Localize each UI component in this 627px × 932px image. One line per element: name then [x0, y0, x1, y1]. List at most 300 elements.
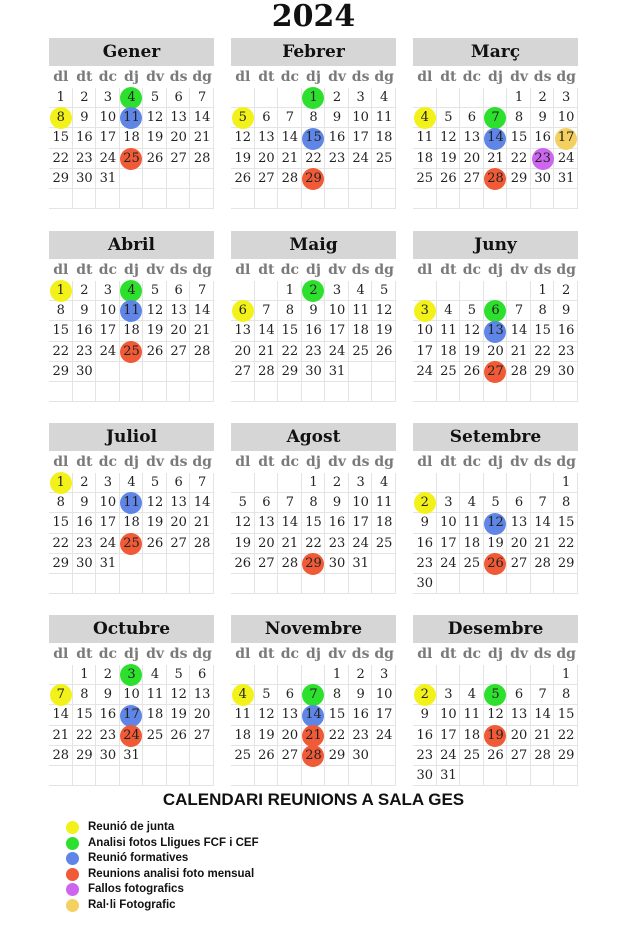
- grid-cell: [507, 766, 531, 786]
- grid-cell: [255, 88, 279, 108]
- grid-cell: [531, 473, 555, 493]
- day-number: 14: [305, 707, 322, 723]
- grid-cell: [507, 574, 531, 594]
- day-number: 8: [514, 110, 524, 126]
- day-number: 6: [238, 303, 247, 319]
- day-number: 4: [444, 303, 453, 319]
- day-number: 8: [56, 495, 65, 511]
- grid-cell: [190, 554, 214, 574]
- grid-cell: [554, 382, 578, 402]
- day-number: 28: [305, 747, 322, 763]
- grid-cell: [49, 189, 73, 209]
- weekday-label: dc: [280, 646, 300, 662]
- day-number: 9: [80, 303, 89, 319]
- month-days-grid: [413, 259, 578, 402]
- day-number: 8: [80, 687, 89, 703]
- weekday-label: dl: [417, 69, 433, 85]
- day-number: 19: [463, 343, 481, 359]
- day-number: 7: [262, 303, 271, 319]
- day-number: 27: [463, 170, 481, 186]
- grid-cell: [372, 746, 396, 766]
- grid-cell: [231, 88, 255, 108]
- grid-cell: [167, 766, 191, 786]
- legend-item: [66, 898, 259, 914]
- grid-cell: [96, 766, 120, 786]
- day-number: 17: [328, 323, 346, 339]
- month-abril: [49, 231, 214, 402]
- grid-cell: [413, 665, 437, 685]
- day-number: 29: [76, 747, 93, 763]
- day-number: 21: [510, 343, 528, 359]
- day-number: 27: [170, 150, 187, 166]
- grid-cell: [167, 362, 191, 382]
- day-number: 17: [440, 727, 457, 743]
- grid-cell: [437, 473, 461, 493]
- day-number: 22: [557, 535, 575, 551]
- day-number: 22: [52, 535, 70, 551]
- day-number: 15: [52, 323, 70, 339]
- weekday-label: dg: [556, 646, 576, 662]
- day-number: 6: [262, 495, 271, 511]
- day-number: 1: [538, 283, 547, 298]
- day-number: 9: [420, 515, 429, 531]
- day-number: 16: [416, 535, 434, 551]
- day-number: 21: [305, 727, 322, 743]
- weekday-label: ds: [351, 69, 370, 85]
- weekday-label: dl: [53, 454, 69, 470]
- day-number: 7: [198, 283, 207, 298]
- day-number: 12: [463, 323, 481, 339]
- day-number: 8: [56, 110, 65, 126]
- grid-cell: [190, 574, 214, 594]
- day-number: 24: [352, 535, 369, 551]
- day-number: 24: [99, 150, 117, 166]
- day-number: 20: [258, 150, 275, 166]
- grid-cell: [120, 382, 144, 402]
- grid-cell: [349, 382, 373, 402]
- day-number: 13: [170, 303, 187, 319]
- grid-cell: [143, 574, 167, 594]
- day-number: 26: [440, 170, 457, 186]
- day-number: 18: [375, 515, 393, 531]
- day-number: 7: [514, 303, 524, 319]
- month-name: Desembre: [413, 615, 578, 643]
- day-number: 29: [281, 363, 299, 379]
- grid-cell: [278, 88, 302, 108]
- day-number: 21: [281, 150, 299, 166]
- grid-cell: [413, 473, 437, 493]
- weekday-label: dg: [192, 69, 212, 85]
- day-number: 26: [487, 555, 504, 571]
- day-number: 3: [103, 90, 113, 105]
- day-number: 6: [514, 495, 524, 511]
- day-number: 11: [123, 303, 140, 319]
- day-number: 26: [234, 555, 252, 571]
- grid-cell: [531, 766, 555, 786]
- day-number: 24: [440, 555, 457, 571]
- weekday-label: dv: [328, 454, 347, 470]
- weekday-label: ds: [533, 646, 552, 662]
- weekday-label: dv: [510, 454, 529, 470]
- day-number: 21: [193, 130, 211, 146]
- day-number: 19: [487, 727, 504, 743]
- weekday-label: dc: [98, 646, 118, 662]
- day-number: 27: [510, 555, 528, 571]
- grid-cell: [255, 665, 279, 685]
- grid-cell: [507, 665, 531, 685]
- day-number: 28: [52, 747, 70, 763]
- weekday-label: dt: [258, 69, 275, 85]
- day-number: 27: [258, 170, 275, 186]
- day-number: 2: [332, 475, 342, 490]
- day-number: 7: [309, 687, 318, 703]
- day-number: 29: [305, 555, 322, 571]
- grid-cell: [484, 665, 508, 685]
- day-number: 9: [332, 110, 342, 126]
- weekday-label: dl: [417, 646, 433, 662]
- weekday-label: dl: [417, 454, 433, 470]
- day-number: 27: [258, 555, 275, 571]
- day-number: 5: [238, 495, 247, 511]
- day-number: 2: [80, 475, 89, 490]
- month-name: Abril: [49, 231, 214, 259]
- month-name: Juny: [413, 231, 578, 259]
- grid-cell: [49, 574, 73, 594]
- month-agost: [231, 423, 396, 594]
- day-number: 16: [557, 323, 575, 339]
- grid-cell: [372, 169, 396, 189]
- legend-dot-icon: [66, 852, 79, 865]
- day-number: 30: [76, 170, 93, 186]
- weekday-label: dg: [374, 69, 394, 85]
- grid-cell: [460, 88, 484, 108]
- day-number: 13: [258, 515, 275, 531]
- weekday-label: dg: [374, 262, 394, 278]
- grid-cell: [73, 766, 97, 786]
- grid-cell: [413, 281, 437, 301]
- grid-cell: [255, 766, 279, 786]
- day-number: 19: [487, 535, 504, 551]
- day-number: 11: [123, 495, 140, 511]
- day-number: 4: [127, 90, 136, 105]
- legend-dot-icon: [66, 883, 79, 896]
- day-number: 24: [557, 150, 575, 166]
- grid-cell: [302, 382, 326, 402]
- weekday-label: dj: [488, 646, 503, 662]
- day-number: 20: [170, 515, 187, 531]
- day-number: 2: [420, 687, 429, 703]
- weekday-label: ds: [351, 454, 370, 470]
- grid-cell: [460, 665, 484, 685]
- weekday-label: dv: [328, 262, 347, 278]
- weekday-label: dj: [306, 454, 321, 470]
- legend-item: [66, 851, 259, 867]
- grid-cell: [231, 574, 255, 594]
- day-number: 16: [76, 323, 93, 339]
- day-number: 26: [234, 170, 252, 186]
- grid-cell: [120, 574, 144, 594]
- weekday-label: dc: [462, 69, 482, 85]
- day-number: 14: [487, 130, 504, 146]
- weekday-label: dv: [328, 646, 347, 662]
- legend-dot-icon: [66, 899, 79, 912]
- day-number: 21: [534, 535, 551, 551]
- weekday-label: dv: [146, 69, 165, 85]
- day-number: 10: [416, 323, 434, 339]
- day-number: 30: [328, 555, 346, 571]
- day-number: 22: [557, 727, 575, 743]
- grid-cell: [143, 189, 167, 209]
- day-number: 19: [234, 535, 252, 551]
- day-number: 25: [375, 150, 393, 166]
- grid-cell: [325, 189, 349, 209]
- weekday-label: dc: [280, 69, 300, 85]
- weekday-label: dg: [192, 262, 212, 278]
- grid-cell: [484, 88, 508, 108]
- day-number: 31: [99, 555, 117, 571]
- day-number: 14: [52, 707, 70, 723]
- day-number: 25: [123, 150, 140, 166]
- day-number: 10: [352, 495, 369, 511]
- day-number: 30: [557, 363, 575, 379]
- weekday-label: dl: [53, 646, 69, 662]
- month-days-grid: [413, 643, 578, 786]
- day-number: 23: [416, 747, 434, 763]
- legend-dot-icon: [66, 821, 79, 834]
- day-number: 1: [80, 667, 89, 682]
- day-number: 16: [328, 130, 346, 146]
- day-number: 6: [285, 687, 295, 703]
- day-number: 3: [420, 303, 429, 319]
- day-number: 27: [170, 343, 187, 359]
- grid-cell: [437, 382, 461, 402]
- day-number: 14: [281, 515, 299, 531]
- day-number: 23: [416, 555, 434, 571]
- day-number: 28: [510, 363, 528, 379]
- weekday-label: dg: [556, 69, 576, 85]
- legend-item: [66, 820, 259, 836]
- day-number: 21: [193, 515, 211, 531]
- day-number: 21: [258, 343, 275, 359]
- weekday-label: dt: [76, 262, 93, 278]
- day-number: 11: [123, 110, 140, 126]
- day-number: 30: [416, 576, 434, 591]
- day-number: 18: [416, 150, 434, 166]
- weekday-label: dg: [192, 646, 212, 662]
- day-number: 24: [440, 747, 457, 763]
- day-number: 10: [99, 110, 117, 126]
- grid-cell: [231, 766, 255, 786]
- grid-cell: [372, 382, 396, 402]
- day-number: 29: [305, 170, 322, 186]
- grid-cell: [531, 665, 555, 685]
- day-number: 14: [510, 323, 528, 339]
- grid-cell: [484, 766, 508, 786]
- day-number: 1: [332, 667, 342, 682]
- day-number: 7: [285, 110, 295, 126]
- day-number: 30: [76, 363, 93, 379]
- grid-cell: [372, 574, 396, 594]
- day-number: 20: [281, 727, 299, 743]
- day-number: 25: [123, 535, 140, 551]
- weekday-label: dc: [98, 262, 118, 278]
- day-number: 5: [150, 283, 160, 298]
- legend-item: [66, 836, 259, 852]
- day-number: 12: [146, 303, 164, 319]
- weekday-label: dg: [556, 454, 576, 470]
- weekday-label: dj: [306, 69, 321, 85]
- day-number: 25: [375, 535, 393, 551]
- day-number: 2: [309, 283, 318, 298]
- day-number: 4: [467, 495, 477, 511]
- weekday-label: dj: [124, 69, 139, 85]
- day-number: 14: [193, 110, 211, 126]
- grid-cell: [143, 746, 167, 766]
- day-number: 3: [356, 90, 365, 105]
- day-number: 17: [352, 515, 369, 531]
- grid-cell: [120, 362, 144, 382]
- day-number: 3: [127, 667, 136, 682]
- day-number: 22: [328, 727, 346, 743]
- grid-cell: [190, 746, 214, 766]
- day-number: 6: [262, 110, 271, 126]
- grid-cell: [278, 574, 302, 594]
- month-name: Març: [413, 38, 578, 66]
- day-number: 12: [146, 495, 164, 511]
- day-number: 18: [352, 323, 369, 339]
- day-number: 23: [76, 343, 93, 359]
- day-number: 25: [123, 343, 140, 359]
- grid-cell: [460, 382, 484, 402]
- month-days-grid: [231, 451, 396, 594]
- day-number: 23: [76, 150, 93, 166]
- day-number: 9: [309, 303, 318, 319]
- day-number: 18: [123, 130, 140, 146]
- day-number: 29: [52, 363, 70, 379]
- day-number: 7: [198, 90, 207, 105]
- day-number: 26: [170, 727, 187, 743]
- day-number: 3: [356, 475, 365, 490]
- legend-dot-icon: [66, 837, 79, 850]
- weekday-label: dl: [53, 69, 69, 85]
- day-number: 5: [174, 667, 183, 682]
- weekday-label: dt: [76, 69, 93, 85]
- legend-item: [66, 882, 259, 898]
- day-number: 20: [487, 343, 504, 359]
- grid-cell: [120, 766, 144, 786]
- day-number: 23: [328, 150, 346, 166]
- weekday-label: dj: [306, 646, 321, 662]
- grid-cell: [302, 766, 326, 786]
- legend: [66, 820, 259, 913]
- weekday-label: ds: [169, 262, 188, 278]
- weekday-label: dl: [235, 262, 251, 278]
- day-number: 13: [510, 515, 528, 531]
- grid-cell: [190, 382, 214, 402]
- day-number: 25: [463, 747, 481, 763]
- day-number: 11: [234, 707, 252, 723]
- grid-cell: [460, 473, 484, 493]
- day-number: 2: [103, 667, 113, 682]
- day-number: 22: [76, 727, 93, 743]
- weekday-label: ds: [533, 454, 552, 470]
- day-number: 26: [146, 343, 164, 359]
- weekday-label: dj: [124, 454, 139, 470]
- grid-cell: [460, 766, 484, 786]
- day-number: 17: [416, 343, 434, 359]
- day-number: 12: [146, 110, 164, 126]
- day-number: 12: [170, 687, 187, 703]
- day-number: 12: [234, 515, 252, 531]
- grid-cell: [167, 169, 191, 189]
- month-name: Octubre: [49, 615, 214, 643]
- day-number: 1: [56, 90, 65, 105]
- day-number: 26: [146, 150, 164, 166]
- grid-cell: [143, 362, 167, 382]
- day-number: 18: [463, 535, 481, 551]
- day-number: 10: [352, 110, 369, 126]
- day-number: 11: [146, 687, 164, 703]
- day-number: 3: [444, 687, 453, 703]
- day-number: 26: [375, 343, 393, 359]
- weekday-label: dj: [124, 262, 139, 278]
- day-number: 22: [305, 150, 322, 166]
- weekday-label: dv: [328, 69, 347, 85]
- day-number: 9: [420, 707, 429, 723]
- day-number: 24: [328, 343, 346, 359]
- weekday-label: dv: [510, 69, 529, 85]
- day-number: 21: [534, 727, 551, 743]
- grid-cell: [437, 88, 461, 108]
- grid-cell: [437, 281, 461, 301]
- day-number: 25: [146, 727, 164, 743]
- day-number: 5: [380, 283, 389, 298]
- day-number: 22: [510, 150, 528, 166]
- day-number: 28: [281, 555, 299, 571]
- grid-cell: [372, 766, 396, 786]
- grid-cell: [255, 473, 279, 493]
- legend-label: Reunió formatives: [88, 852, 189, 864]
- day-number: 1: [285, 283, 295, 298]
- day-number: 17: [99, 515, 117, 531]
- day-number: 10: [557, 110, 575, 126]
- day-number: 19: [234, 150, 252, 166]
- day-number: 31: [123, 747, 140, 763]
- day-number: 24: [352, 150, 369, 166]
- day-number: 31: [557, 170, 575, 186]
- month-name: Novembre: [231, 615, 396, 643]
- day-number: 10: [123, 687, 140, 703]
- day-number: 26: [487, 747, 504, 763]
- day-number: 28: [281, 170, 299, 186]
- day-number: 16: [305, 323, 322, 339]
- day-number: 30: [352, 747, 369, 763]
- grid-cell: [255, 281, 279, 301]
- day-number: 6: [514, 687, 524, 703]
- weekday-label: dt: [258, 646, 275, 662]
- day-number: 10: [375, 687, 393, 703]
- day-number: 8: [332, 687, 342, 703]
- grid-cell: [484, 574, 508, 594]
- day-number: 1: [56, 283, 65, 298]
- day-number: 4: [420, 110, 429, 126]
- day-number: 9: [80, 495, 89, 511]
- day-number: 6: [174, 283, 183, 298]
- day-number: 24: [375, 727, 393, 743]
- weekday-label: ds: [351, 262, 370, 278]
- weekday-label: dc: [462, 646, 482, 662]
- weekday-label: dg: [192, 454, 212, 470]
